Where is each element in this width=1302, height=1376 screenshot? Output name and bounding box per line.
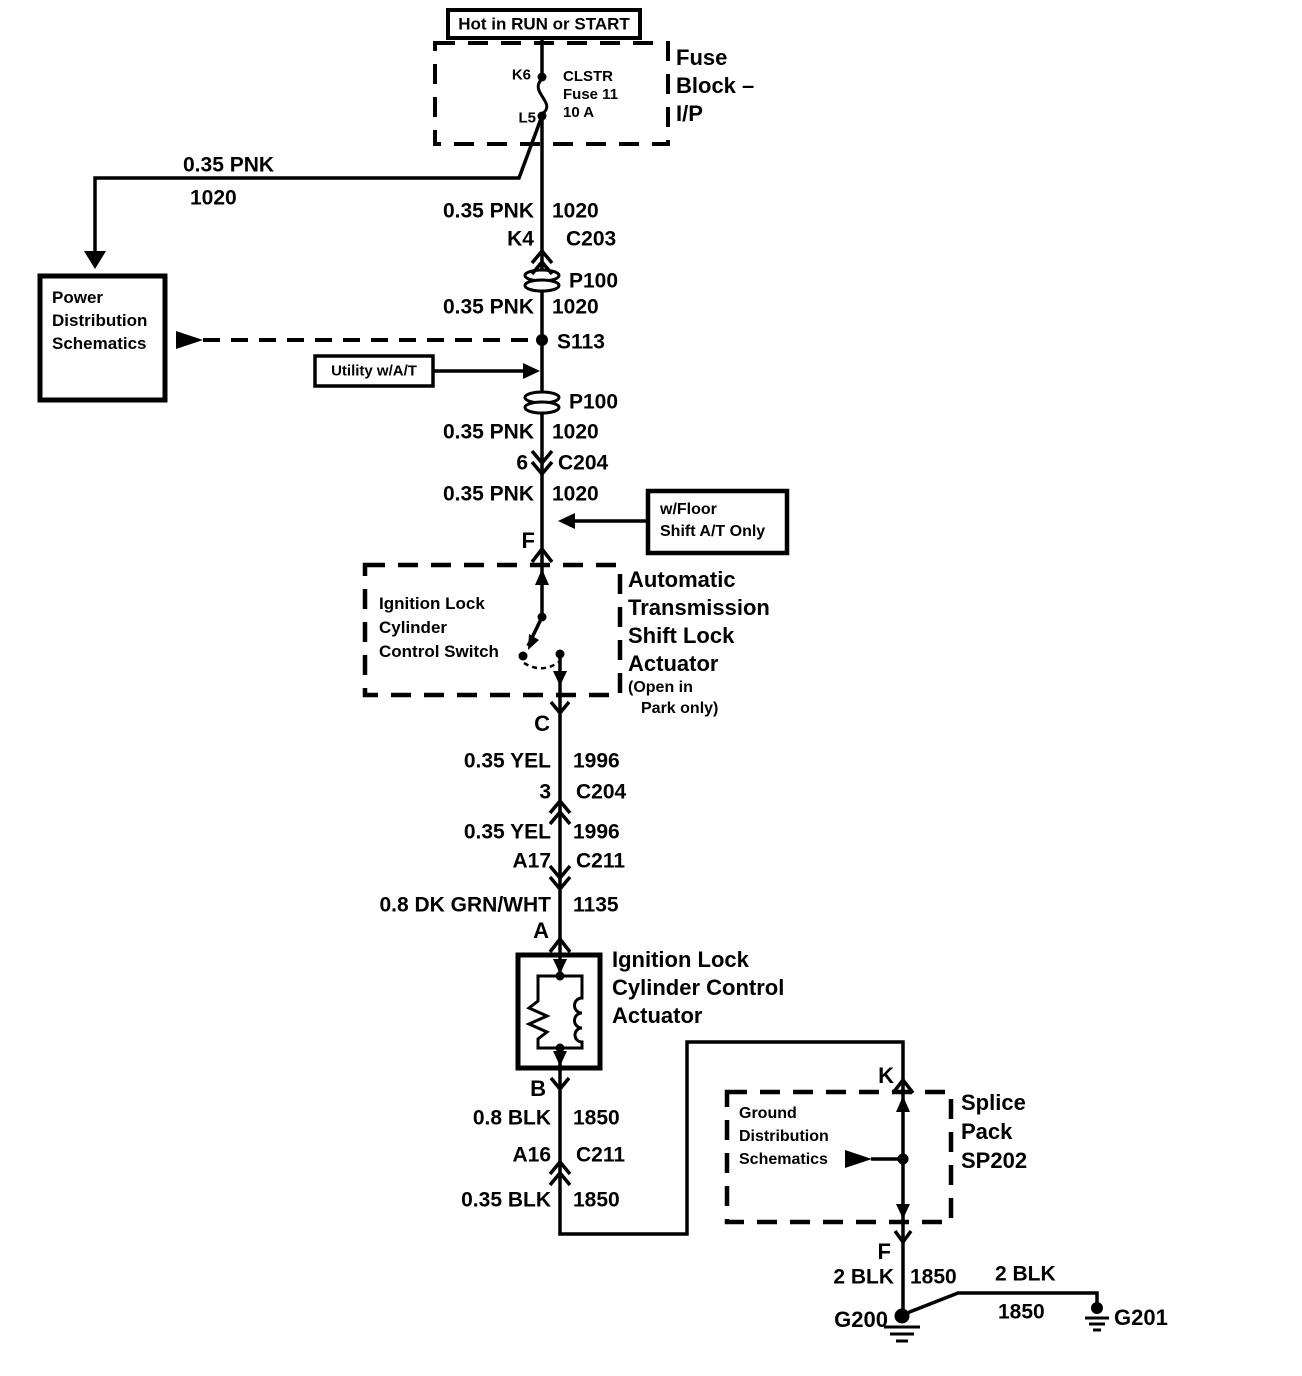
- power-distribution-label: Power Distribution Schematics: [52, 288, 148, 353]
- wire-gauge-label: 0.8 BLK: [472, 1106, 551, 1130]
- utility-arrowhead: [523, 363, 540, 379]
- lock-actuator-label: Ignition Lock Cylinder Control Actuator: [612, 947, 785, 1028]
- connector-id-label: C204: [558, 451, 609, 475]
- splice-exit-arrowhead: [896, 1204, 910, 1219]
- splice-pack-label: Splice Pack SP202: [961, 1090, 1028, 1173]
- fuse-block-label: Fuse Block – I/P: [676, 45, 755, 126]
- fuse-id-label: CLSTR Fuse 11 10 A: [563, 68, 619, 121]
- ground-branch-gauge-label: 2 BLK: [995, 1262, 1056, 1286]
- ground-ref-arrowhead: [845, 1150, 872, 1168]
- actuator-coil-branch: [560, 976, 582, 1048]
- sp202-splice-dot: [898, 1154, 909, 1165]
- hot-banner-label: Hot in RUN or START: [458, 14, 630, 34]
- actuator-resistor-branch: [529, 976, 560, 1048]
- s113-ref-arrowhead: [176, 331, 203, 349]
- terminal-f-bottom-label: F: [877, 1239, 891, 1264]
- wire-circuit-label: 1850: [910, 1265, 957, 1289]
- wire-gauge-label: 0.35 BLK: [461, 1188, 551, 1212]
- wire-branch-power-dist: [95, 116, 542, 253]
- g201-label: G201: [1114, 1305, 1168, 1330]
- p100-label: P100: [569, 269, 619, 293]
- wire-circuit-label: 1135: [573, 893, 619, 917]
- switch-travel-arc: [524, 662, 559, 668]
- terminal-a-label: A: [533, 918, 549, 943]
- wire-circuit-label: 1850: [573, 1106, 620, 1130]
- ground-symbols: [884, 1318, 1109, 1341]
- shift-lock-note: (Open in Park only): [628, 679, 719, 717]
- p100-grommet-upper: [525, 280, 559, 291]
- fuse-element: [538, 79, 547, 114]
- switch-exit-arrowhead: [553, 671, 567, 686]
- splice-entry-arrowhead: [896, 1096, 910, 1112]
- ground-branch-circuit-label: 1850: [998, 1300, 1045, 1324]
- connector-pin-label: 3: [539, 780, 551, 804]
- p100-label: P100: [569, 390, 619, 414]
- switch-open-contact-dot: [519, 652, 528, 661]
- fuse-terminal-l5-label: L5: [518, 109, 536, 127]
- wire-gauge-label: 0.35 YEL: [463, 820, 551, 844]
- wire-gauge-label: 0.35 PNK: [442, 482, 534, 506]
- wire-gauge-label: 0.35 PNK: [442, 295, 534, 319]
- connector-pin-label: 6: [516, 451, 528, 475]
- wire-circuit-label: 1020: [552, 295, 599, 319]
- g200-label: G200: [834, 1307, 888, 1332]
- shift-lock-actuator-label: Automatic Transmission Shift Lock Actuator: [628, 567, 770, 676]
- switch-entry-arrowhead: [535, 569, 549, 585]
- wire-circuit-label: 1020: [552, 199, 599, 223]
- k6-dot: [538, 73, 547, 82]
- switch-closed-contact-dot: [556, 650, 565, 659]
- wire-circuit-label: 1996: [573, 749, 620, 773]
- wire-gauge-label: 2 BLK: [833, 1265, 894, 1289]
- g201-ground-dot: [1091, 1302, 1103, 1314]
- connector-id-label: C211: [576, 849, 626, 873]
- wire-circuit-label: 1850: [573, 1188, 620, 1212]
- arrowheads: [84, 251, 910, 1219]
- terminal-b-label: B: [530, 1076, 546, 1101]
- connector-pin-label: A17: [512, 849, 551, 873]
- branch-wire-circuit-label: 1020: [190, 186, 237, 210]
- wire-gauge-label: 0.35 PNK: [442, 199, 534, 223]
- ignition-switch-label: Ignition Lock Cylinder Control Switch: [379, 594, 499, 661]
- ground-distribution-label: Ground Distribution Schematics: [739, 1105, 829, 1168]
- l5-dot: [538, 112, 547, 121]
- actuator-exit-arrowhead: [553, 1051, 567, 1066]
- p100-grommet-lower: [525, 402, 559, 413]
- terminal-f-label: F: [521, 528, 535, 553]
- floor-shift-label: w/Floor Shift A/T Only: [660, 501, 766, 540]
- s113-splice-dot: [536, 334, 548, 346]
- actuator-entry-arrowhead: [553, 959, 567, 974]
- s113-label: S113: [557, 330, 605, 354]
- connector-pin-label: A16: [512, 1143, 551, 1167]
- wire-gauge-label: 0.35 PNK: [442, 420, 534, 444]
- fuse-block-box: [435, 43, 668, 144]
- fuse-terminal-k6-label: K6: [511, 66, 531, 84]
- g200-ground-dot: [895, 1309, 910, 1324]
- wire-gauge-label: 0.8 DK GRN/WHT: [379, 893, 551, 917]
- connector-id-label: C204: [576, 780, 627, 804]
- wire-circuit-label: 1020: [552, 420, 599, 444]
- connector-id-label: C203: [566, 227, 617, 251]
- floor-shift-arrowhead: [558, 513, 575, 529]
- wire-circuit-label: 1996: [573, 820, 620, 844]
- terminal-k-label: K: [878, 1063, 894, 1088]
- branch-wire-gauge-label: 0.35 PNK: [183, 153, 275, 177]
- connector-pin-label: K4: [507, 227, 534, 251]
- wire-circuit-label: 1020: [552, 482, 599, 506]
- terminal-c-label: C: [534, 711, 550, 736]
- wire-gauge-label: 0.35 YEL: [463, 749, 551, 773]
- switch-pivot-dot: [538, 613, 547, 622]
- utility-label: Utility w/A/T: [331, 362, 417, 380]
- power-dist-arrowhead: [84, 251, 106, 269]
- connector-id-label: C211: [576, 1143, 626, 1167]
